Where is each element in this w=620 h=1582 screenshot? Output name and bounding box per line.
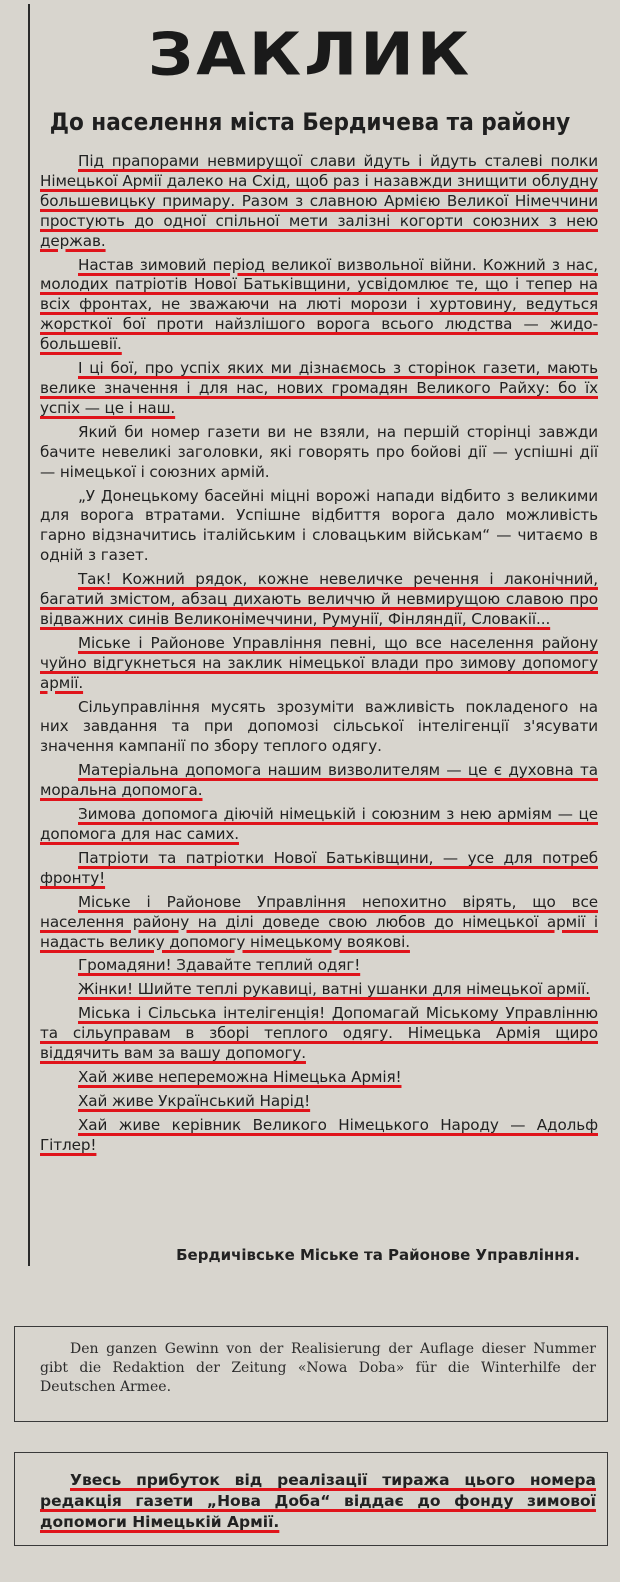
paragraph-13 — [40, 956, 598, 976]
ukrainian-notice — [40, 1470, 596, 1533]
paragraph-3 — [40, 359, 598, 419]
paragraph-18 — [40, 1116, 598, 1156]
paragraph-8-text: Сільуправління мусять зрозуміти важливість покладеного на них завдання та при допомозі сільської інтелігенції з'ясувати значення кампанії по збору теплого одягу. — [40, 697, 598, 756]
paragraph-14-text: Жінки! Шийте теплі рукавиці, ватні ушанки для німецької армії. — [78, 980, 590, 999]
paragraph-9 — [40, 761, 598, 801]
paragraph-3-text: І ці бої, про успіх яких ми дізнаємось з сторінок газети, мають велике значення і для нас, нових громадян Великого Райху: бо їх успіх — це і наш. — [40, 359, 598, 417]
paragraph-4 — [40, 423, 598, 483]
paragraph-1-text: Під прапорами невмирущої слави йдуть і йдуть сталеві полки Німецької Армії далеко на Схід, щоб раз і назавжди знищити облудну большевицьку примару. Разом з славною Армією Великої Німеччини простують до одної спільної мети залізні когорти союзних з нею держав. — [40, 152, 598, 250]
paragraph-11 — [40, 849, 598, 889]
german-notice: Den ganzen Gewinn von der Realisierung der Auflage dieser Nummer gibt die Redaktion der Zeitung «Nowa Doba» für die Winterhilfe der Deutschen Armee. — [40, 1341, 596, 1395]
paragraph-12-text: Міське і Районове Управління непохитно вірять, що все населення району на ділі доведе свою любов до німецької армії і надасть велику допомогу німецькому воякові. — [40, 892, 598, 951]
paragraph-15 — [40, 1004, 598, 1064]
page-title: ЗАКЛИК — [147, 20, 473, 90]
page-subtitle: До населення міста Бердичева та району — [49, 108, 571, 136]
paragraph-6-text: Так! Кожний рядок, кожне невеличке речення і лаконічний, багатий змістом, абзац дихають величчю й невмирущою славою про відважних синів Великонімеччини, Румунії, Фінляндії, Словакії... — [40, 570, 598, 628]
paragraph-18-text: Хай живе керівник Великого Німецького Народу — Адольф Гітлер! — [40, 1115, 598, 1154]
paragraph-10-text: Зимова допомога діючій німецькій і союзним з нею арміям — це допомога для нас самих. — [40, 805, 598, 843]
paragraph-7-text: Міське і Районове Управління певні, що все населення району чуйно відгукнеться на заклик німецької влади про зимову допомогу армії. — [40, 633, 598, 692]
paragraph-2-text: Настав зимовий період великої визвольної війни. Кожний з нас, молодих патріотів Нової Батьківщини, усвідомлює те, що і тепер на всіх фронтах, не зважаючи на люті морози і хуртовину, ведуться жорсткої бої проти найзлішого ворога всього людства — жидо-большевії. — [40, 255, 598, 354]
paragraph-8 — [40, 698, 598, 758]
paragraph-9-text: Матеріальна допомога нашим визволителям — це є духовна та моральна допомога. — [40, 761, 598, 800]
paragraph-7 — [40, 634, 598, 694]
paragraph-1 — [40, 152, 598, 252]
paragraph-14 — [40, 980, 598, 1000]
paragraph-2 — [40, 256, 598, 356]
paragraph-17 — [40, 1092, 598, 1112]
paragraph-17-text: Хай живе Український Нарід! — [78, 1091, 311, 1110]
paragraph-5-text: „У Донецькому басейні міцні ворожі напади відбито з великими для ворога втратами. Успішне відбиття ворога дало можливість гарно відзначитись італійським і словацьким військам“ — читаємо в одній з газет. — [40, 486, 598, 565]
paragraph-15-text: Міська і Сільська інтелігенція! Допомагай Міському Управлінню та сільуправам в зборі теплого одягу. Німецька Армія щиро віддячить вам за вашу допомогу. — [40, 1004, 598, 1063]
paragraph-12 — [40, 893, 598, 953]
paragraph-16 — [40, 1068, 598, 1088]
paragraph-5 — [40, 487, 598, 567]
appeal-body — [40, 152, 598, 1160]
paragraph-6 — [40, 570, 598, 630]
signature: Бердичівське Міське та Районове Управління. — [176, 1246, 580, 1264]
paragraph-13-text: Громадяни! Здавайте теплий одяг! — [78, 956, 361, 975]
paragraph-4-text: Який би номер газети ви не взяли, на першій сторінці завжди бачите невеликі заголовки, які говорять про бойові дії — успішні дії — німецької і союзних армій. — [40, 422, 598, 481]
ukrainian-notice-text: Увесь прибуток від реалізації тиража цього номера редакція газети „Нова Доба“ віддає до фонду зимової допомоги Німецькій Армії. — [40, 1471, 596, 1531]
paragraph-11-text: Патріоти та патріотки Нової Батьківщини, — усе для потреб фронту! — [40, 848, 598, 887]
paragraph-16-text: Хай живе непереможна Німецька Армія! — [78, 1067, 402, 1086]
paragraph-10 — [40, 805, 598, 845]
